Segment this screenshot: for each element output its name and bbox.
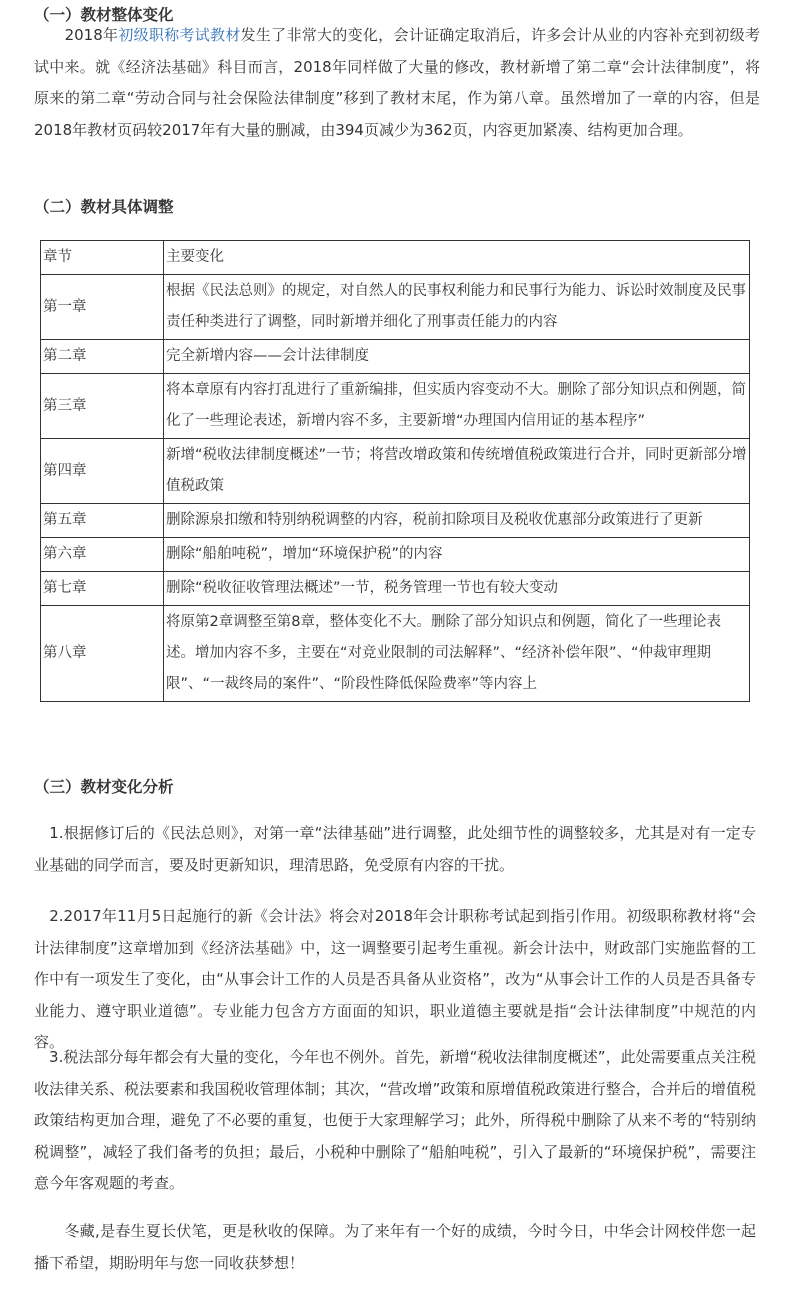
row-change: 根据《民法总则》的规定，对自然人的民事权利能力和民事行为能力、诉讼时效制度及民事责任种类进行了调整，同时新增并细化了刑事责任能力的内容 <box>164 275 750 340</box>
changes-table <box>40 240 750 702</box>
analysis-text-3: 3.税法部分每年都会有大量的变化，今年也不例外。首先，新增“税收法律制度概述”，此处需要重点关注税收法律关系、税法要素和我国税收管理体制；其次，“营改增”政策和原增值税政策进行整合，合并后的增值税政策结构更加合理，避免了不必要的重复，也便于大家理解学习；此外，所得税中删除了从来不考的“特别纳税调整”，减轻了我们备考的负担；最后，小税种中删除了“船舶吨税”，引入了最新的“环境保护税”，需要注意今年客观题的考查。 <box>34 1048 756 1192</box>
overall-rest: 发生了非常大的变化，会计证确定取消后，许多会计从业的内容补充到初级考试中来。就《经济法基础》科目而言，2018年同样做了大量的修改，教材新增了第二章“会计法律制度”，将原来的第二章“劳动合同与社会保险法律制度”移到了教材末尾，作为第八章。虽然增加了一章的内容，但是2018年教材页码较2017年有大量的删减，由394页减少为362页，内容更加紧凑、结构更加合理。 <box>34 26 760 139</box>
table-row <box>41 439 750 504</box>
table-row <box>41 572 750 606</box>
analysis-paragraph-2 <box>34 901 756 1059</box>
row-chapter: 第二章 <box>41 340 164 374</box>
table-row <box>41 340 750 374</box>
exam-textbook-link[interactable]: 初级职称考试教材 <box>118 26 241 44</box>
analysis-text-2: 2.2017年11月5日起施行的新《会计法》将会对2018年会计职称考试起到指引作用。初级职称教材将“会计法律制度”这章增加到《经济法基础》中，这一调整要引起考生重视。新会计法中，财政部门实施监督的工作中有一项发生了变化，由“从事会计工作的人员是否具备从业资格”，改为“从事会计工作的人员是否具备专业能力、遵守职业道德”。专业能力包含方方面面的知识，职业道德主要就是指“会计法律制度”中规范的内容。 <box>34 907 756 1051</box>
table-row <box>41 606 750 702</box>
row-chapter: 第七章 <box>41 572 164 606</box>
row-chapter: 第六章 <box>41 538 164 572</box>
analysis-text-1: 1.根据修订后的《民法总则》，对第一章“法律基础”进行调整，此处细节性的调整较多，尤其是对有一定专业基础的同学而言，要及时更新知识，理清思路，免受原有内容的干扰。 <box>34 824 756 874</box>
row-chapter: 第五章 <box>41 504 164 538</box>
row-change: 新增“税收法律制度概述”一节；将营改增政策和传统增值税政策进行合并，同时更新部分增值税政策 <box>164 439 750 504</box>
table-row <box>41 374 750 439</box>
header-change: 主要变化 <box>164 241 750 275</box>
row-chapter: 第三章 <box>41 374 164 439</box>
row-chapter: 第一章 <box>41 275 164 340</box>
section-title-specific: （二）教材具体调整 <box>34 198 174 216</box>
closing-text: 冬藏,是春生夏长伏笔，更是秋收的保障。为了来年有一个好的成绩，今时今日，中华会计网校伴您一起播下希望，期盼明年与您一同收获梦想！ <box>34 1222 756 1272</box>
row-chapter: 第八章 <box>41 606 164 702</box>
overall-prefix: 2018年 <box>64 26 119 44</box>
header-chapter: 章节 <box>41 241 164 275</box>
row-change: 删除源泉扣缴和特别纳税调整的内容，税前扣除项目及税收优惠部分政策进行了更新 <box>164 504 750 538</box>
table-header-row <box>41 241 750 275</box>
overall-paragraph <box>34 20 760 146</box>
row-change: 删除“税收征收管理法概述”一节，税务管理一节也有较大变动 <box>164 572 750 606</box>
analysis-paragraph-1 <box>34 818 756 881</box>
closing-paragraph <box>34 1216 756 1279</box>
table-row <box>41 504 750 538</box>
row-change: 将原第2章调整至第8章，整体变化不大。删除了部分知识点和例题，简化了一些理论表述。增加内容不多，主要在“对竞业限制的司法解释”、“经济补偿年限”、“仲裁审理期限”、“一裁终局的案件”、“阶段性降低保险费率”等内容上 <box>164 606 750 702</box>
section-title-analysis: （三）教材变化分析 <box>34 778 174 796</box>
analysis-paragraph-3 <box>34 1042 756 1200</box>
section-title-overall: （一）教材整体变化 <box>34 6 174 24</box>
row-change: 将本章原有内容打乱进行了重新编排，但实质内容变动不大。删除了部分知识点和例题，简化了一些理论表述，新增内容不多，主要新增“办理国内信用证的基本程序” <box>164 374 750 439</box>
row-change: 完全新增内容——会计法律制度 <box>164 340 750 374</box>
table-row <box>41 538 750 572</box>
row-chapter: 第四章 <box>41 439 164 504</box>
table-row <box>41 275 750 340</box>
row-change: 删除“船舶吨税”，增加“环境保护税”的内容 <box>164 538 750 572</box>
